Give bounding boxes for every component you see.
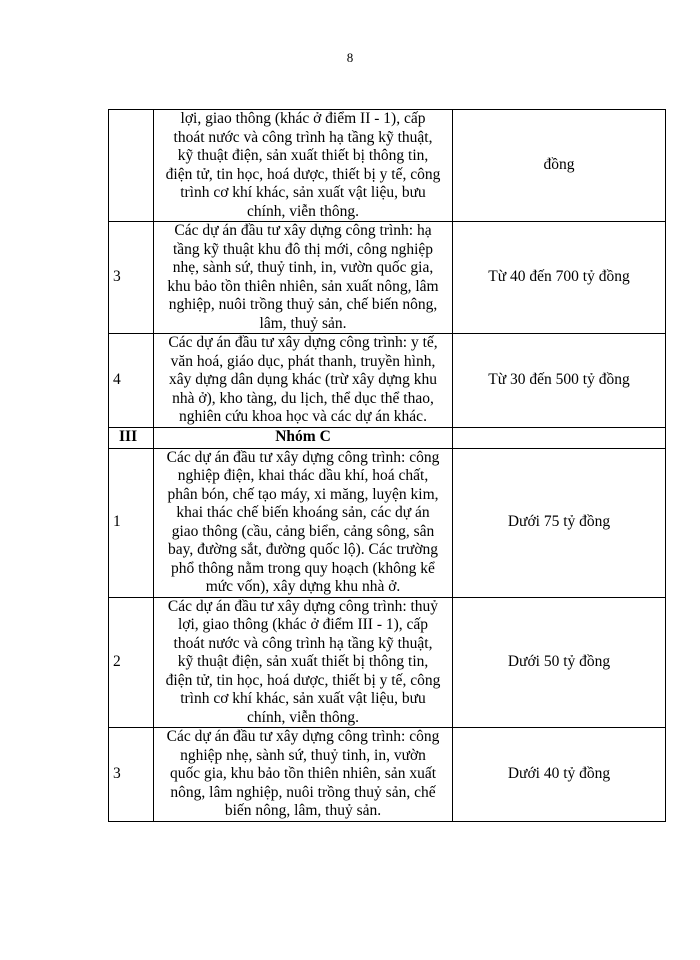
desc-line: kỹ thuật điện, sản xuất thiết bị thông tin, [177, 653, 429, 670]
investment-amount: Dưới 75 tỷ đồng [453, 448, 666, 597]
desc-line: chính, viễn thông. [247, 708, 359, 726]
group-header-row [109, 427, 666, 448]
table-row [109, 448, 666, 597]
desc-line: Các dự án đầu tư xây dựng công trình: công [166, 728, 440, 745]
investment-amount: Từ 40 đến 700 tỷ đồng [453, 222, 666, 334]
desc-line: thoát nước và công trình hạ tầng kỹ thuật, [173, 128, 433, 146]
row-number: 3 [109, 222, 154, 334]
desc-line: thoát nước và công trình hạ tầng kỹ thuật, [173, 634, 433, 652]
row-number [109, 110, 154, 222]
table-row [109, 597, 666, 728]
project-description [154, 334, 453, 428]
desc-line: điện tử, tin học, hoá dược, thiết bị y tế, công [165, 671, 441, 689]
project-description [154, 728, 453, 822]
project-description [154, 597, 453, 728]
desc-line: Các dự án đầu tư xây dựng công trình: y tế, [168, 334, 438, 351]
investment-project-table [108, 109, 666, 822]
desc-line: trình cơ khí khác, sản xuất vật liệu, bưu [180, 690, 426, 707]
desc-line: bay, đường sắt, đường quốc lộ). Các trường [167, 541, 439, 558]
desc-line: Các dự án đầu tư xây dựng công trình: công [166, 448, 440, 466]
row-number: 1 [109, 448, 154, 597]
investment-amount: Dưới 50 tỷ đồng [453, 597, 666, 728]
desc-line: phổ thông nằm trong quy hoạch (không kể [171, 559, 435, 577]
table-row [109, 728, 666, 822]
table-row [109, 110, 666, 222]
investment-amount: đồng [453, 110, 666, 222]
row-number: 3 [109, 728, 154, 822]
group-title: Nhóm C [154, 427, 453, 448]
project-description [154, 448, 453, 597]
project-description [154, 222, 453, 334]
desc-line: tầng kỹ thuật khu đô thị mới, công nghiệp [172, 240, 434, 258]
desc-line: khu bảo tồn thiên nhiên, sản xuất nông, lâm [167, 277, 439, 295]
desc-line: kỹ thuật điện, sản xuất thiết bị thông tin, [177, 147, 429, 164]
desc-line: Các dự án đầu tư xây dựng công trình: thuỷ [167, 597, 439, 615]
investment-amount: Dưới 40 tỷ đồng [453, 728, 666, 822]
desc-line: lâm, thuỷ sản. [259, 314, 347, 332]
desc-line: xây dựng dân dụng khác (trừ xây dựng khu [169, 371, 437, 388]
desc-line: nhẹ, sành sứ, thuỷ tinh, in, vườn quốc gia, [172, 259, 434, 276]
desc-line: chính, viễn thông. [247, 202, 359, 220]
desc-line: nhà ở), kho tàng, du lịch, thể dục thể thao, [172, 389, 434, 407]
desc-line: nghiệp nhẹ, sành sứ, thuỷ tinh, in, vườn [180, 746, 426, 764]
desc-line: Các dự án đầu tư xây dựng công trình: hạ [174, 222, 432, 239]
desc-line: nghiệp, nuôi trồng thuỷ sản, chế biến nông, [168, 296, 438, 313]
desc-line: quốc gia, khu bảo tồn thiên nhiên, sản xuất [169, 765, 437, 782]
group-number: III [109, 427, 154, 448]
desc-line: trình cơ khí khác, sản xuất vật liệu, bưu [180, 184, 426, 201]
desc-line: nông, lâm nghiệp, nuôi trồng thuỷ sản, chế [170, 783, 436, 801]
desc-line: giao thông (cầu, cảng biển, cảng sông, sân [171, 522, 435, 540]
row-number: 4 [109, 334, 154, 428]
desc-line: nghiệp điện, khai thác dầu khí, hoá chất, [177, 467, 429, 484]
desc-line: lợi, giao thông (khác ở điểm II - 1), cấp [180, 110, 426, 127]
table-row [109, 334, 666, 428]
desc-line: khai thác chế biến khoáng sản, các dự án [176, 504, 430, 521]
desc-line: biến nông, lâm, thuỷ sản. [224, 802, 382, 819]
desc-line: văn hoá, giáo dục, phát thanh, truyền hình, [170, 352, 436, 370]
desc-line: điện tử, tin học, hoá dược, thiết bị y tế, công [165, 165, 441, 183]
desc-line: nghiên cứu khoa học và các dự án khác. [179, 408, 427, 425]
desc-line: phân bón, chế tạo máy, xi măng, luyện kim, [167, 485, 439, 503]
page-number: 8 [346, 50, 354, 65]
investment-amount: Từ 30 đến 500 tỷ đồng [453, 334, 666, 428]
desc-line: mức vốn), xây dựng khu nhà ở. [205, 578, 401, 595]
project-description [154, 110, 453, 222]
group-empty-cell [453, 427, 666, 448]
row-number: 2 [109, 597, 154, 728]
table-row [109, 222, 666, 334]
desc-line: lợi, giao thông (khác ở điểm III - 1), cấp [177, 616, 429, 633]
